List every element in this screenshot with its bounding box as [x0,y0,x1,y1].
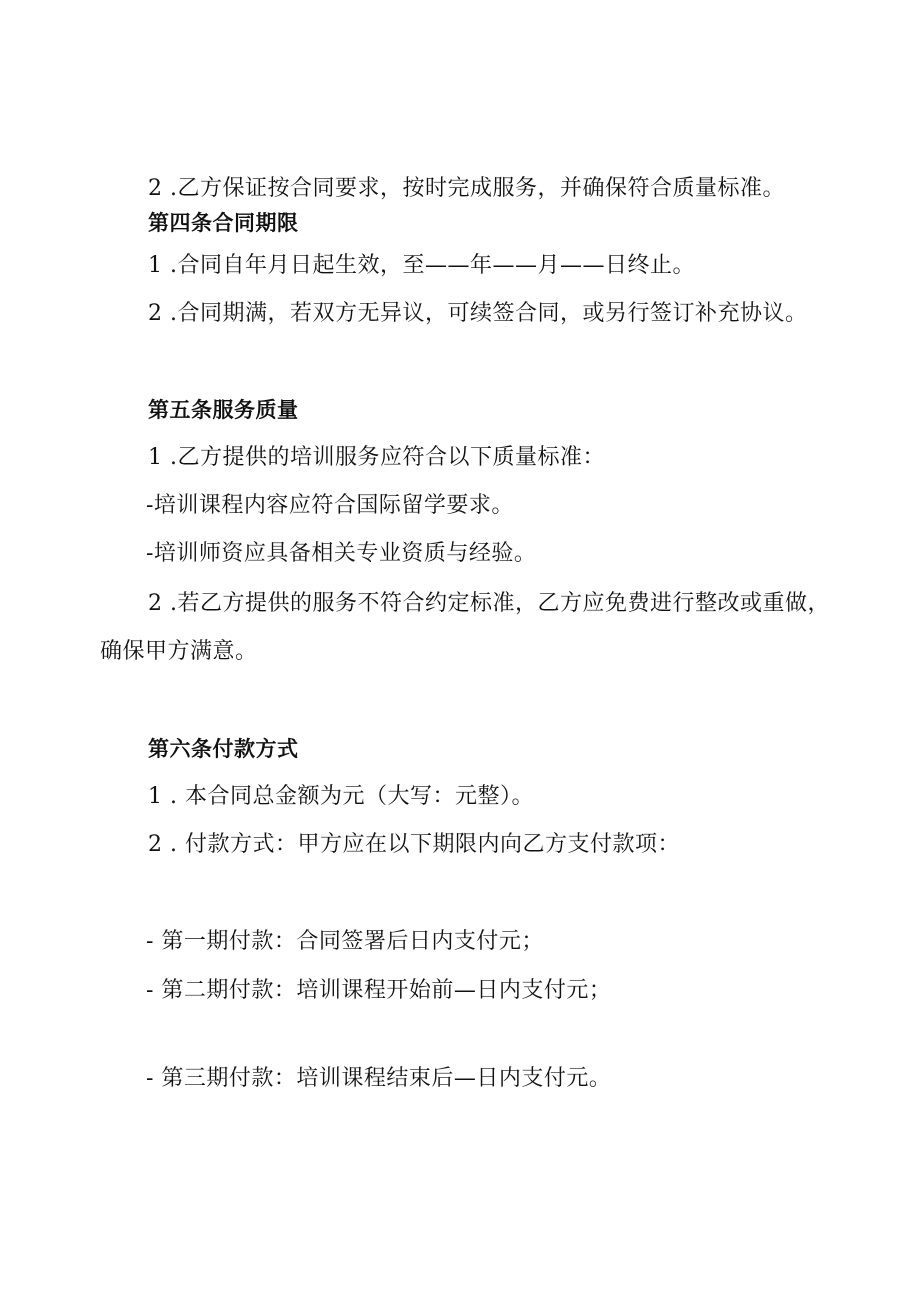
article-6-heading: 第六条付款方式 [148,737,299,761]
article-6-bullet-1: - 第一期付款：合同签署后日内支付元； [146,929,544,954]
article-6-bullet-3: - 第三期付款：培训课程结束后—日内支付元。 [146,1066,612,1091]
article-4-heading: 第四条合同期限 [148,211,299,235]
article-6-item-2: 2 . 付款方式：甲方应在以下期限内向乙方支付款项： [148,832,680,857]
article-6-bullet-2: - 第二期付款：培训课程开始前—日内支付元； [146,978,612,1003]
article-5-bullet-1: -培训课程内容应符合国际留学要求。 [146,493,514,518]
clause-3-item-2: 2 .乙方保证按合同要求，按时完成服务，并确保符合质量标准。 [148,176,785,201]
article-6-item-1: 1 . 本合同总金额为元（大写：元整）。 [148,784,534,809]
article-4-item-2: 2 .合同期满，若双方无异议，可续签合同，或另行签订补充协议。 [148,301,808,326]
article-5-item-2-continued: 确保甲方满意。 [100,639,258,664]
article-5-heading: 第五条服务质量 [148,398,299,422]
article-5-item-2: 2 .若乙方提供的服务不符合约定标准，乙方应免费进行整改或重做， [148,591,830,616]
article-5-item-1: 1 .乙方提供的培训服务应符合以下质量标准： [148,445,605,470]
article-4-item-1: 1 .合同自年月日起生效，至——年——月——日终止。 [148,253,695,278]
article-5-bullet-2: -培训师资应具备相关专业资质与经验。 [146,541,537,566]
